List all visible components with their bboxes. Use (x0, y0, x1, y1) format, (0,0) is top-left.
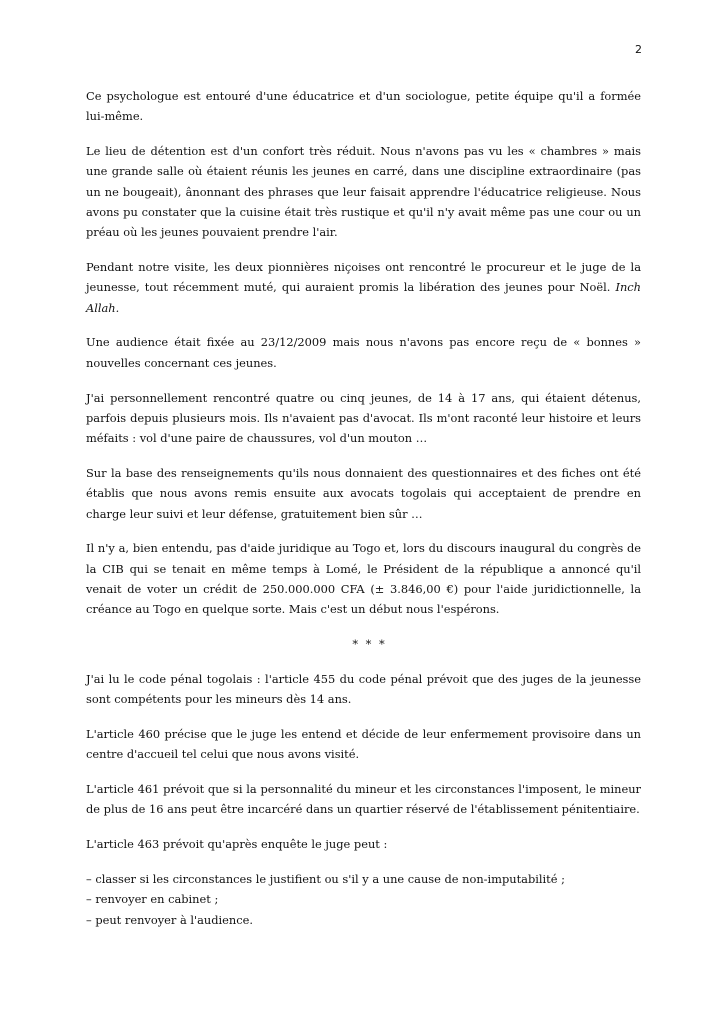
list-item-renvoyer-audience: – peut renvoyer à l'audience. (86, 912, 254, 927)
section-separator: * * * (352, 637, 387, 652)
list-item-classer: – classer si les circonstances le justifient ou s'il y a une cause de non-imputabilité ; (86, 871, 565, 886)
list-item-renvoyer-cabinet: – renvoyer en cabinet ; (86, 892, 219, 907)
paragraph-questionnaires: Sur la base des renseignements qu'ils nous donnaient des questionnaires et des fiches ont été établis que nous avons remis ensuite aux avocats togolais qui acceptaient de prendre en charge leur suivi et leur défense, gratuitement bien sûr … (86, 465, 641, 521)
paragraph-audience: Une audience était fixée au 23/12/2009 mais nous n'avons pas encore reçu de « bonnes » nouvelles concernant ces jeunes. (86, 335, 641, 370)
page-number: 2 (635, 43, 642, 56)
paragraph-aide-juridique: Il n'y a, bien entendu, pas d'aide juridique au Togo et, lors du discours inaugural du congrès de la CIB qui se tenait en même temps à Lomé, le Président de la république a annoncé qu'il venait de voter un crédit de 250.000.000 CFA (± 3.846,00 €) pour l'aide juridictionnelle, la créance au Togo en quelque sorte. Mais c'est un début nous l'espérons. (86, 541, 641, 617)
paragraph-article-460: L'article 460 précise que le juge les entend et décide de leur enfermement provisoire dans un centre d'accueil tel celui que nous avons visité. (86, 726, 641, 762)
paragraph-psychologue: Ce psychologue est entouré d'une éducatrice et d'un sociologue, petite équipe qu'il a formée lui-même. (86, 89, 641, 124)
paragraph-article-455: J'ai lu le code pénal togolais : l'article 455 du code pénal prévoit que des juges de la jeunesse sont compétents pour les mineurs dès 14 ans. (86, 671, 641, 707)
paragraph-visite-text: Pendant notre visite, les deux pionnières niçoises ont rencontré le procureur et le juge de la jeunesse, tout récemment muté, qui auraient promis la libération des jeunes pour Noël. (86, 260, 641, 295)
document-body (86, 86, 641, 930)
paragraph-rencontre-jeunes: J'ai personnellement rencontré quatre ou cinq jeunes, de 14 à 17 ans, qui étaient détenus, parfois depuis plusieurs mois. Ils n'avaient pas d'avocat. Ils m'ont raconté leur histoire et leurs méfaits : vol d'une paire de chaussures, vol d'un mouton … (86, 390, 641, 446)
paragraph-article-461: L'article 461 prévoit que si la personnalité du mineur et les circonstances l'imposent, le mineur de plus de 16 ans peut être incarcéré dans un quartier réservé de l'établissement pénitentiaire. (86, 782, 641, 817)
inch-allah-text: Inch Allah. (86, 280, 642, 315)
paragraph-article-463: L'article 463 prévoit qu'après enquête le juge peut : (86, 837, 388, 852)
paragraph-lieu-detention: Le lieu de détention est d'un confort très réduit. Nous n'avons pas vu les « chambres » mais une grande salle où étaient réunis les jeunes en carré, dans une discipline extraordinaire (pas un ne bougeait), ânonnant des phrases que leur faisait apprendre l'éducatrice religieuse. Nous avons pu constater que la cuisine était très rustique et qu'il n'y avait même pas une cour ou un préau où les jeunes pouvaient prendre l'air. (86, 144, 641, 240)
paragraph-visite (86, 257, 641, 318)
